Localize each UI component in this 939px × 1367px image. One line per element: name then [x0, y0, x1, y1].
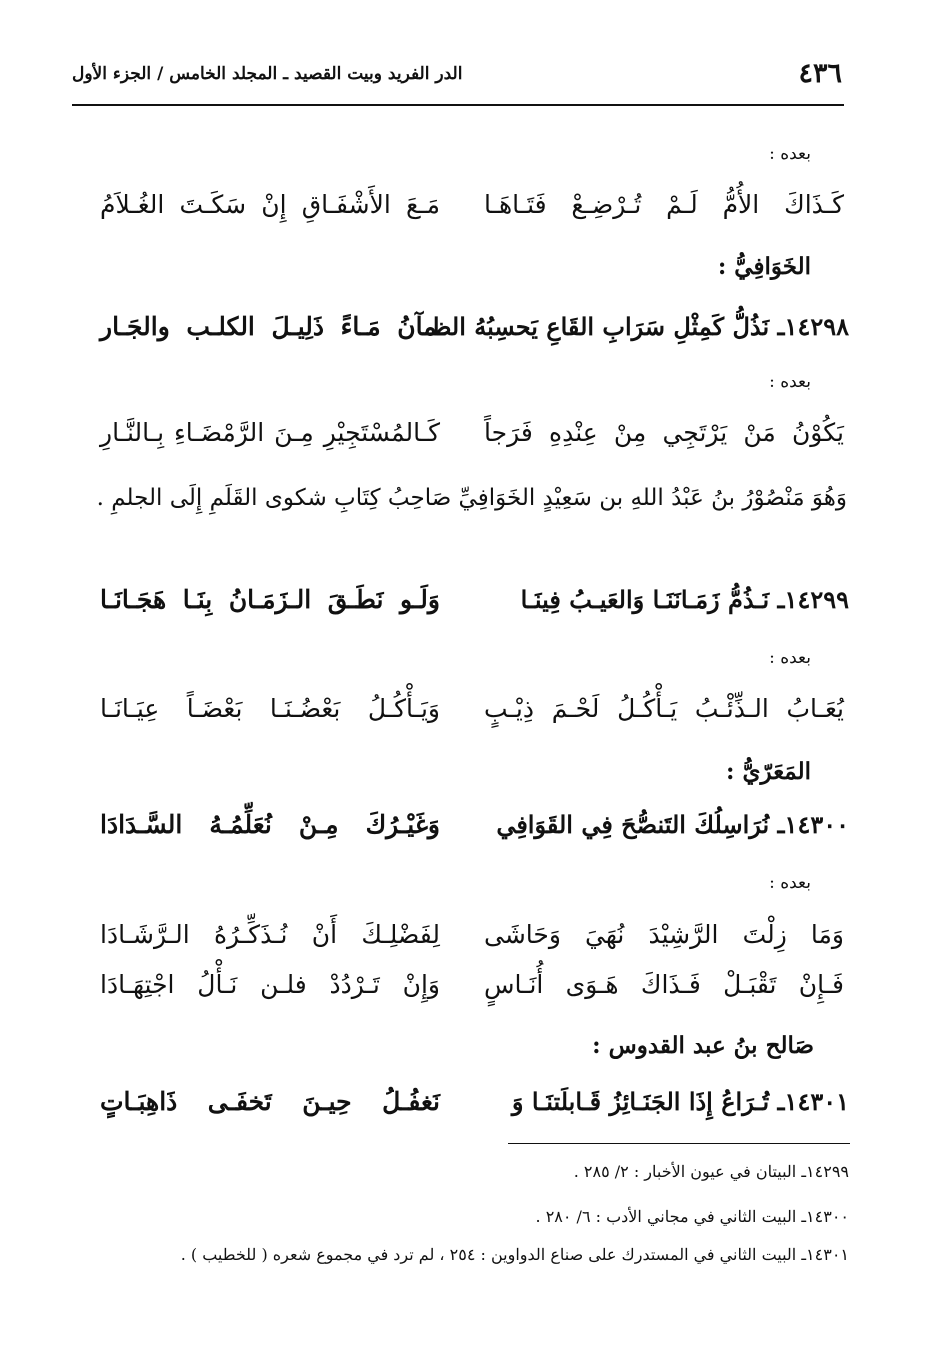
- verse-3-second-hemistich: كَـالمُسْتَجِيْرِ مِـنَ الرَّمْضَـاءِ بِـالنَّـارِ: [100, 418, 440, 447]
- verse-14300-first-hemistich: ١٤٣٠٠ـ نُرَاسِلُكَ التَنصُّحَ فِي القَوَافِي: [496, 810, 849, 839]
- footnote-14299: ١٤٢٩٩ـ البيتان في عيون الأخبار : ٢/ ٢٨٥ .: [573, 1162, 849, 1181]
- poet-name-maarri: المَعَرّيُّ :: [726, 758, 811, 785]
- header-rule: [72, 104, 844, 106]
- after-label: بعده :: [769, 372, 811, 392]
- verse-5-second-hemistich: وَيَـأْكُـلُ بَعْضُـنَـا بَعْضَـاً عِيَـانَـا: [100, 694, 440, 723]
- verse-14299-first-hemistich: ١٤٢٩٩ـ نَـذُمُّ زَمَـانَنَـا وَالعَيـبُ فِينَـا: [520, 585, 849, 614]
- verse-14299-second-hemistich: وَلَـو نَطَـقَ الـزَمَـانُ بِنَـا هَجَـانَـا: [100, 585, 440, 614]
- verse-14301-first-hemistich: ١٤٣٠١ـ تُـرَاعُ إِذَا الجَنَـائِزُ قَـابلَتنَـا وَ: [511, 1087, 849, 1116]
- verse-14301-second-hemistich: نَغفُـلُ حِيـنَ تَخفَـى ذَاهِبَـاتٍ: [100, 1087, 440, 1116]
- verse-1-first-hemistich: كَـذَاكَ الأُمُّ لَـمْ تُـرْضِـعْ فَتَـاهَـا: [484, 190, 844, 219]
- poet-bio-paragraph: وَهُوَ مَنْصُوْرُ بنُ عَبْدُ اللهِ بن سَعِيْدٍ الخَوَافِيِّ صَاحِبُ كِتَابِ شكوى القَلَمِ إِلَى الجلمِ .: [96, 485, 847, 511]
- verse-14298-second-hemistich: ـمآنُ مَـاءً ذَلِيـلَ الكلـب والجَـار: [100, 312, 445, 341]
- after-label: بعده :: [769, 873, 811, 893]
- footnote-rule: [508, 1143, 850, 1144]
- verse-8-first-hemistich: فَـإِنْ تَقْبَـلْ فَـذَاكَ هَـوَى أُنَـاسٍ: [484, 970, 844, 999]
- after-label: بعده :: [769, 144, 811, 164]
- verse-7-first-hemistich: وَمَا زِلْتَ الرَّشِيْدَ نُهَيَ وَحَاشَى: [484, 920, 844, 949]
- verse-3-first-hemistich: يَكُوْنُ مَنْ يَرْتَجِي مِنْ عِنْدِهِ فَرَجاً: [484, 418, 844, 447]
- verse-8-second-hemistich: وَإِنْ تَـرْدُدْ فلـن نَـأْلُ اجْتِهَـادَا: [100, 970, 440, 999]
- page-header: [72, 58, 842, 98]
- footnote-14300: ١٤٣٠٠ـ البيت الثاني في مجاني الأدب : ٦/ ٢٨٠ .: [535, 1207, 849, 1226]
- running-title: الدر الفريد وبيت القصيد ـ المجلد الخامس / الجزء الأول: [72, 64, 463, 84]
- poet-name-salih: صَالح بنُ عبد القدوس :: [592, 1032, 814, 1059]
- after-label: بعده :: [769, 648, 811, 668]
- verse-7-second-hemistich: لِفَضْلِـكَ أَنْ نُـذَكِّـرُهُ الـرَّشَـادَا: [100, 920, 440, 949]
- verse-14300-second-hemistich: وَغَيْـرُكَ مِـنْ نُعَلِّمُـهُ السَّـدَادَا: [100, 810, 440, 839]
- verse-14298-first-hemistich: ١٤٢٩٨ـ نَذُلُّ كَمِثْلِ سَرَابِ القَاعِ يَحسِبُهُ الظـ: [425, 312, 849, 341]
- poet-name-khawafi: الخَوَافِيُّ :: [717, 253, 811, 280]
- page-number: ٤٣٦: [798, 58, 842, 89]
- verse-1-second-hemistich: مَـعَ الأَشْفَـاقِ إِنْ سَكَـتَ الغُـلاَمُ: [100, 190, 440, 219]
- verse-5-first-hemistich: يُعَـابُ الـذِّئْـبُ يَـأْكُـلُ لَحْـمَ ذِيْـبٍ: [484, 694, 844, 723]
- footnote-14301: ١٤٣٠١ـ البيت الثاني في المستدرك على صناع الدواوين : ٢٥٤ ، لم ترد في مجموع شعره ( للخطيب ) .: [180, 1245, 849, 1264]
